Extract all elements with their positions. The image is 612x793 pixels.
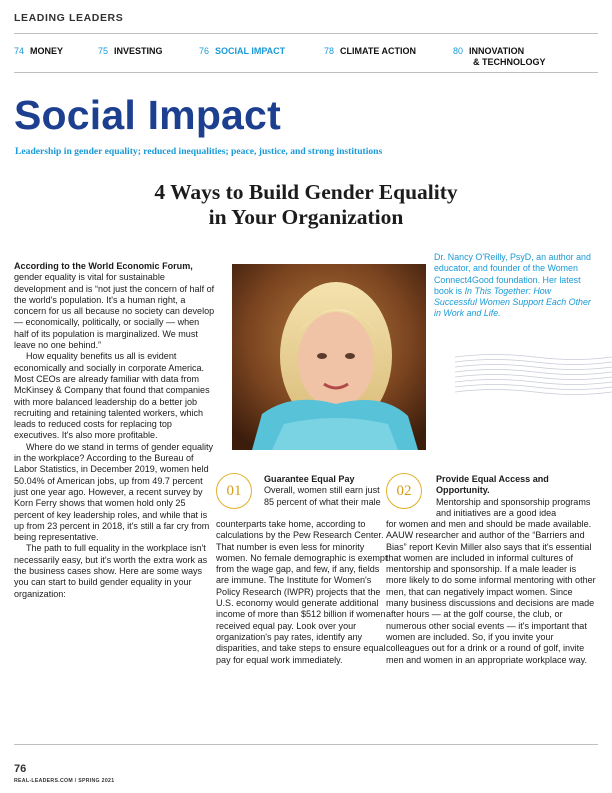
author-bio-caption bbox=[434, 252, 594, 320]
paragraph-1: gender equality is vital for sustainable development and is “not just the concern of half of the world's population. It's a human right, a concern for us all because no society can develop — economically, politically, or socially — when half of its population is marginalized. We must leave no one behind.” bbox=[14, 272, 215, 351]
headline-line-1: 4 Ways to Build Gender Equality bbox=[154, 180, 458, 204]
nav-label: INVESTING bbox=[114, 46, 163, 56]
nav-number: 75 bbox=[98, 46, 109, 56]
nav-label: SOCIAL IMPACT bbox=[215, 46, 286, 56]
tip-2-number-badge: 02 bbox=[386, 473, 422, 509]
paragraph-3: Where do we stand in terms of gender equality in the workplace? According to the Bureau of Labor Statistics, in December 2019, women held 50.04% of American jobs, up from 49.7 percent just one year ago. However, a recent survey by Korn Ferry shows that women hold only 25 percent of key leadership roles, and while that is up from 23 percent in 2018, it's still a far cry from being representative. bbox=[14, 441, 214, 543]
nav-item-climate-action[interactable] bbox=[324, 46, 416, 57]
book-title: In This Together: How Successful Women Support Each Other in Work and Life. bbox=[434, 285, 591, 319]
page-title: Social Impact bbox=[14, 92, 281, 138]
tip-2-intro bbox=[436, 474, 596, 519]
nav-number: 80 bbox=[453, 46, 464, 56]
tip-2-intro-text: Mentorship and sponsorship programs and initiatives are a good idea bbox=[436, 496, 591, 518]
tip-1-body: counterparts take home, according to calculations by the Pew Research Center. That number is even less for minority women. No female demographic is exempt from the wage gap, and few, if any, fields are immune. The Institute for Women's Policy Research (IWPR) projects that the U.S. economy would generate additional income of more than $512 billion if women received equal pay. Look over your organization's pay rates, identify any disparities, and take steps to ensure equal pay for equal work immediately. bbox=[216, 519, 388, 665]
section-label: LEADING LEADERS bbox=[14, 12, 124, 24]
nav-number: 76 bbox=[199, 46, 210, 56]
author-bio: Dr. Nancy O'Reilly, PsyD, an author and educator, and founder of the Women Connect4Good foundation. Her latest book is bbox=[434, 252, 591, 296]
nav-item-money[interactable] bbox=[14, 46, 63, 57]
nav-label-line2: & TECHNOLOGY bbox=[473, 57, 546, 67]
nav-label: MONEY bbox=[30, 46, 64, 56]
nav-number: 74 bbox=[14, 46, 25, 56]
paragraph-4: The path to full equality in the workplace isn't necessarily easy, but it's worth the extra work as the business cases show. Here are some ways you can start to build gender equality in your organization: bbox=[14, 543, 208, 599]
nav-label: INNOVATION bbox=[469, 46, 525, 56]
lead-in: According to the World Economic Forum, bbox=[14, 261, 193, 271]
tip-2-heading: Provide Equal Access and Opportunity. bbox=[436, 474, 549, 496]
nav-label: CLIMATE ACTION bbox=[340, 46, 417, 56]
nav-number: 78 bbox=[324, 46, 335, 56]
tip-1-heading: Guarantee Equal Pay bbox=[264, 474, 355, 484]
nav-item-social-impact[interactable] bbox=[199, 46, 285, 57]
page-subtitle: Leadership in gender equality; reduced inequalities; peace, justice, and strong institutions bbox=[15, 146, 383, 157]
article-column-1 bbox=[14, 261, 216, 600]
tip-1-intro-text: Overall, women still earn just 85 percent of what their male bbox=[264, 485, 381, 507]
footer-source: REAL-LEADERS.COM / SPRING 2021 bbox=[14, 778, 115, 784]
decorative-waves bbox=[455, 352, 612, 398]
tip-2-body: for women and men and should be made available. AAUW researcher and author of the “Barriers and Bias” report Kevin Miller also says that it's essential that women are included in informal cultures of mentorship and sponsorship. If a male leader is more likely to do some informal mentoring with other men, that can negatively impact women. Since many business discussions and decisions are made after hours — at the golf course, the club, or numerous other social events — it's important that women are included. So, if you invite your colleagues out for a drink or a round of golf, invite men and women in an appropriate workplace way. bbox=[386, 519, 596, 665]
author-photo bbox=[232, 264, 426, 450]
nav-item-innovation[interactable] bbox=[453, 46, 546, 68]
headline-line-2: in Your Organization bbox=[208, 205, 404, 229]
tip-1-number-badge: 01 bbox=[216, 473, 252, 509]
page-number: 76 bbox=[14, 763, 27, 775]
tip-1-intro bbox=[264, 474, 388, 508]
header-divider bbox=[14, 33, 598, 34]
paragraph-2: How equality benefits us all is evident economically and socially in corporate America. Most CEOs are already familiar with data from McKinsey & Company that found that companies with more balanced leadership do a better job recruiting and retaining talented workers, which leads to reduced costs for replacing top executives. It's also more profitable. bbox=[14, 351, 210, 441]
article-headline bbox=[100, 180, 512, 230]
nav-item-investing[interactable] bbox=[98, 46, 163, 57]
nav-divider bbox=[14, 72, 598, 73]
footer-divider bbox=[14, 744, 598, 745]
